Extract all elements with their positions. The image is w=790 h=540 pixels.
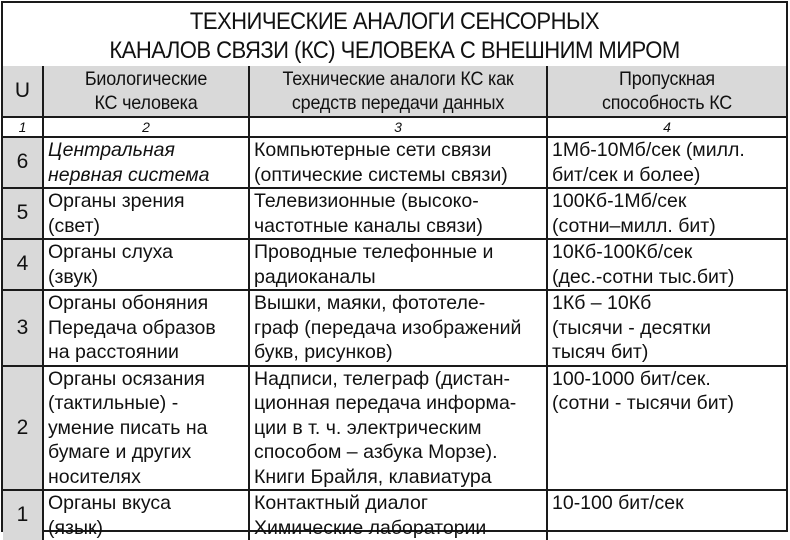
table-row: [3, 137, 786, 188]
level-cell: 1: [3, 490, 43, 540]
capacity-cell: 100Кб-1Мб/сек (сотни–милл. бит): [547, 188, 786, 239]
table-row: [3, 290, 786, 366]
technical-cell: Телевизионные (высоко- частотные каналы связи): [249, 188, 547, 239]
table-row: [3, 366, 786, 491]
technical-cell: Вышки, маяки, фототеле- граф (передача изображений букв, рисунков): [249, 290, 547, 366]
column-index: 3: [249, 117, 547, 137]
capacity-cell: 10Кб-100Кб/сек (дес.-сотни тыс.бит): [547, 239, 786, 290]
table-title: [3, 3, 786, 68]
title-line-2: КАНАЛОВ СВЯЗИ (КС) ЧЕЛОВЕКА С ВНЕШНИМ МИРОМ: [109, 37, 680, 64]
capacity-cell: 100-1000 бит/сек. (сотни - тысячи бит): [547, 366, 786, 491]
column-index: 1: [3, 117, 43, 137]
biological-cell: Органы зрения (свет): [43, 188, 249, 239]
title-line-1: ТЕХНИЧЕСКИЕ АНАЛОГИ СЕНСОРНЫХ: [189, 8, 600, 35]
header-capacity: Пропускная способность КС: [547, 66, 786, 117]
table-row: [3, 239, 786, 290]
column-index: 4: [547, 117, 786, 137]
technical-cell: Проводные телефонные и радиоканалы: [249, 239, 547, 290]
level-cell: 3: [3, 290, 43, 366]
column-index-row: [3, 117, 786, 137]
sensory-channels-table: [3, 66, 786, 540]
technical-cell: Компьютерные сети связи (оптические системы связи): [249, 137, 547, 188]
capacity-cell: 1Кб – 10Кб (тысячи - десятки тысяч бит): [547, 290, 786, 366]
biological-cell: Органы обоняния Передача образов на расстоянии: [43, 290, 249, 366]
header-row: [3, 66, 786, 117]
technical-cell: Контактный диалог Химические лаборатории: [249, 490, 547, 540]
table-row: [3, 188, 786, 239]
biological-cell: Центральная нервная система: [43, 137, 249, 188]
biological-cell: Органы слуха (звук): [43, 239, 249, 290]
header-biological: Биологические КС человека: [43, 66, 249, 117]
column-index: 2: [43, 117, 249, 137]
level-cell: 6: [3, 137, 43, 188]
header-level: U: [3, 66, 43, 117]
level-cell: 2: [3, 366, 43, 491]
level-cell: 4: [3, 239, 43, 290]
capacity-cell: 1Мб-10Мб/сек (милл. бит/сек и более): [547, 137, 786, 188]
capacity-cell: 10-100 бит/сек: [547, 490, 786, 540]
sensory-channels-table-frame: [1, 1, 788, 539]
technical-cell: Надписи, телеграф (дистан- ционная передача информа- ции в т. ч. электрическим способом – азбука Морзе). Книги Брайля, клавиатура: [249, 366, 547, 491]
table-row: [3, 490, 786, 540]
biological-cell: Органы вкуса (язык): [43, 490, 249, 540]
level-cell: 5: [3, 188, 43, 239]
header-technical-analogs: Технические аналоги КС как средств передачи данных: [249, 66, 547, 117]
biological-cell: Органы осязания (тактильные) - умение писать на бумаге и других носителях: [43, 366, 249, 491]
